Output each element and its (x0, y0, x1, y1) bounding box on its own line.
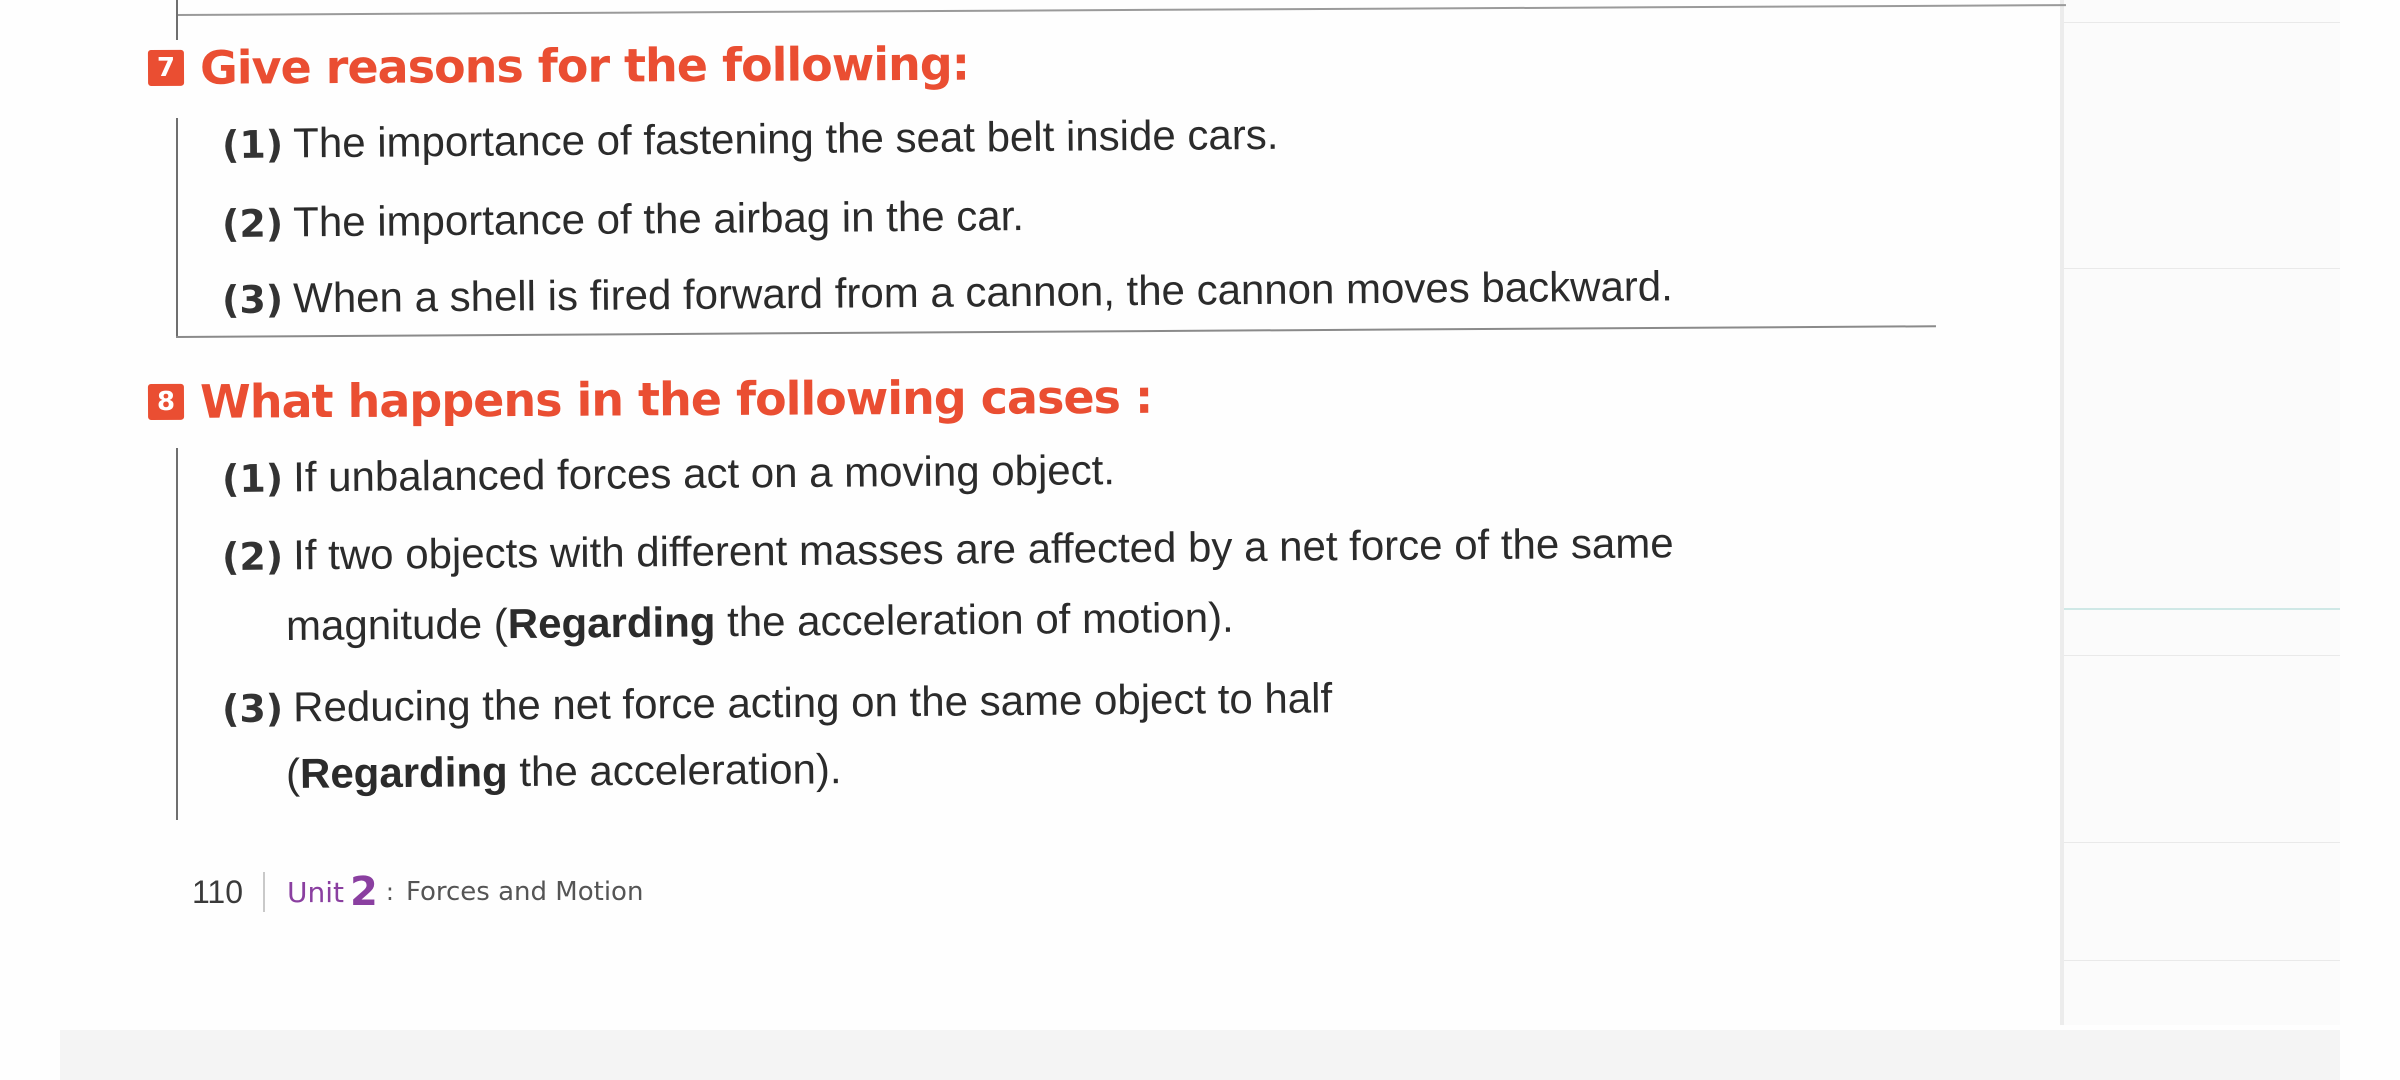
unit-colon: : (385, 878, 394, 906)
question-number-badge: 8 (148, 384, 184, 420)
list-item (222, 262, 1673, 323)
left-margin-line-q8 (176, 448, 178, 820)
section-divider (176, 325, 1936, 338)
item-number: (2) (221, 201, 284, 246)
question-title: Give reasons for the following: (199, 36, 970, 95)
list-item-continuation (286, 594, 1234, 650)
item-number: (1) (221, 122, 284, 167)
item-number: (3) (221, 686, 284, 731)
question-number-badge: 7 (148, 50, 184, 86)
question-7-heading (148, 34, 969, 98)
continuation-text: the acceleration). (507, 745, 842, 796)
item-text: If two objects with different masses are affected by a net force of the same (292, 519, 1674, 579)
continuation-text: magnitude ( (285, 600, 508, 649)
continuation-text: the acceleration of motion). (715, 593, 1234, 646)
unit-number: 2 (350, 869, 378, 915)
item-text: The importance of fastening the seat belt inside cars. (292, 110, 1279, 167)
page-number: 110 (192, 873, 244, 910)
item-number: (1) (221, 456, 284, 501)
page-bottom-shadow (60, 1030, 2340, 1080)
emphasis-text: Regarding (299, 748, 508, 797)
emphasis-text: Regarding (507, 598, 716, 648)
list-item-continuation (286, 745, 842, 798)
item-text: When a shell is fired forward from a cannon, the cannon moves backward. (292, 262, 1674, 322)
list-item (222, 192, 1024, 247)
unit-title: Forces and Motion (405, 877, 644, 907)
question-8-heading (148, 367, 1153, 432)
list-item (222, 674, 1333, 732)
item-text: Reducing the net force acting on the same object to half (292, 674, 1333, 731)
question-title: What happens in the following cases : (199, 369, 1153, 429)
left-margin-line-q7 (176, 118, 178, 336)
item-text: If unbalanced forces act on a moving object. (292, 446, 1116, 501)
item-number: (2) (221, 534, 284, 579)
footer-separator (263, 872, 265, 912)
unit-label: Unit (287, 875, 345, 909)
list-item (222, 111, 1279, 168)
left-margin-line (176, 0, 178, 40)
right-margin-panel (2060, 0, 2340, 1025)
list-item (222, 446, 1115, 502)
continuation-text: ( (285, 749, 301, 797)
list-item (222, 519, 1674, 580)
top-divider (176, 4, 2066, 16)
item-text: The importance of the airbag in the car. (292, 192, 1025, 246)
page-footer (192, 870, 643, 914)
item-number: (3) (221, 277, 284, 322)
